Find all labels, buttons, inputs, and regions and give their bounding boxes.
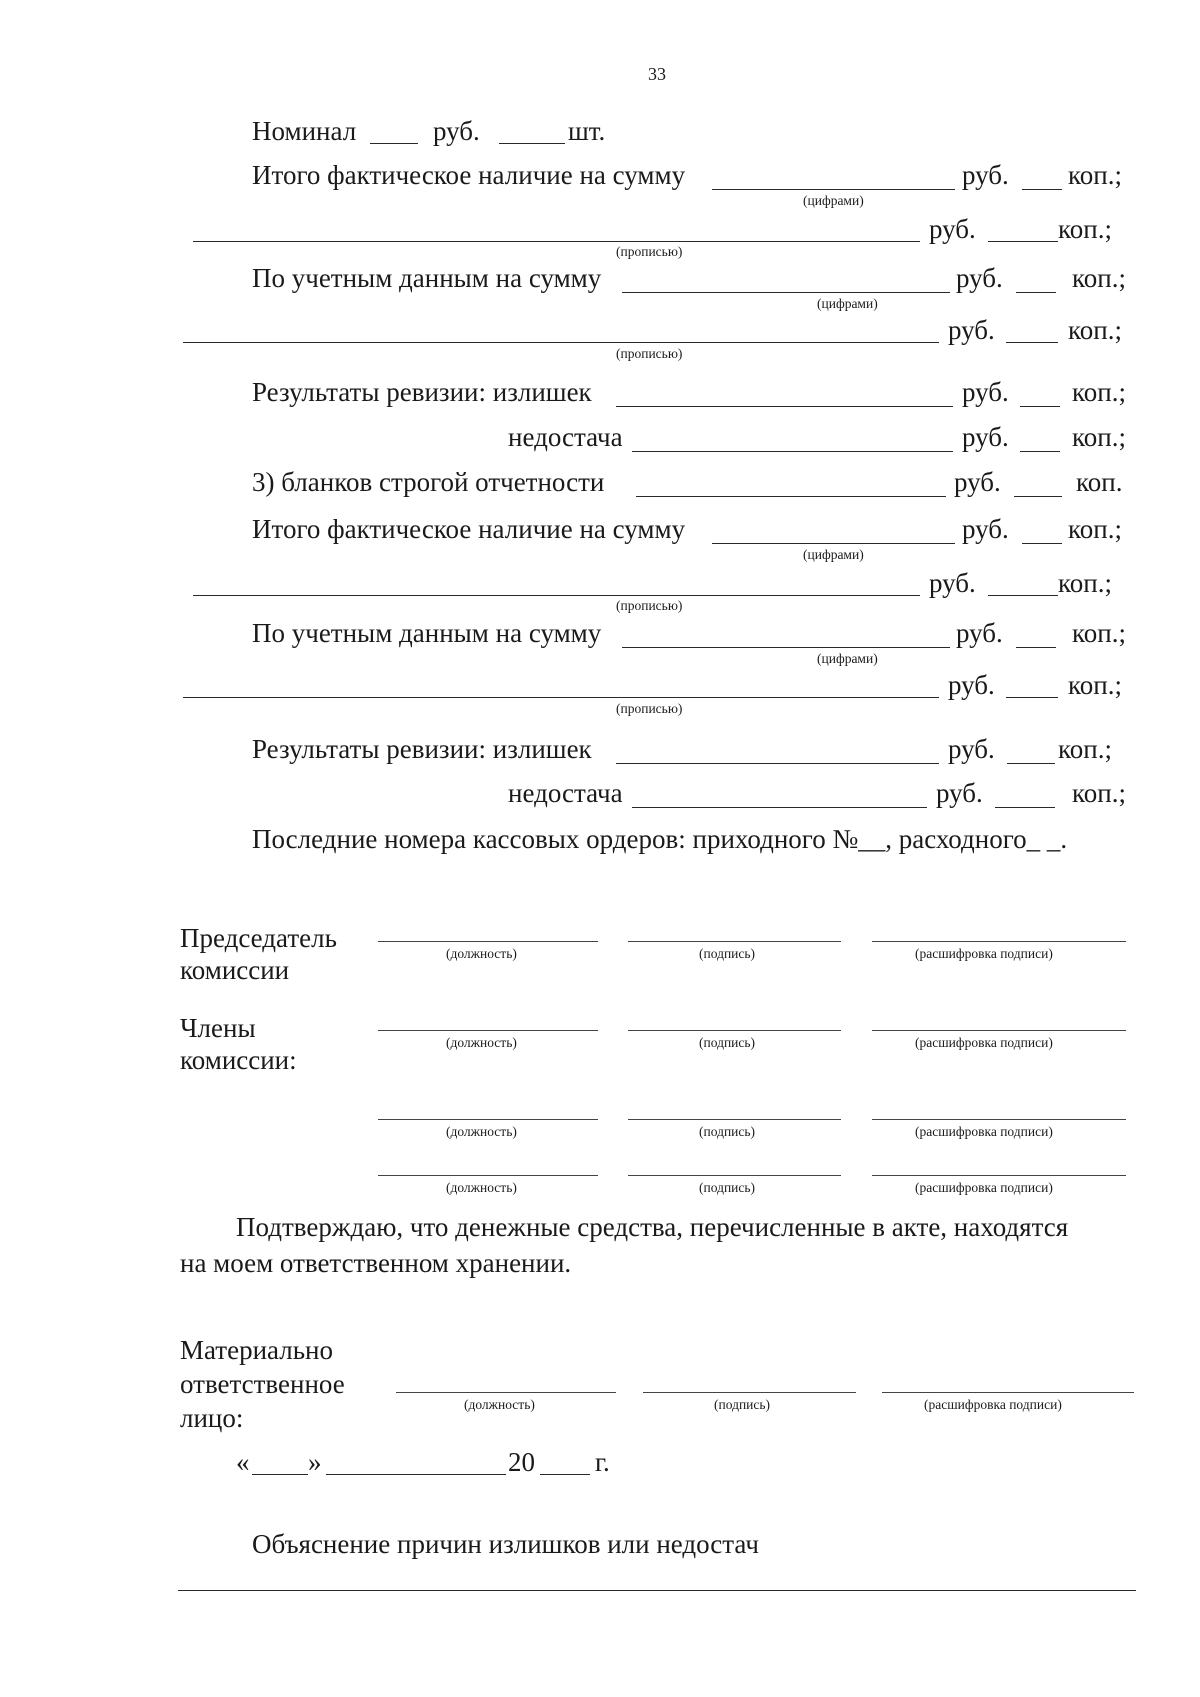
kop-label: коп.; <box>1068 315 1122 345</box>
itogo-words-kop-field[interactable] <box>988 241 1058 242</box>
rub-label: руб. <box>962 514 1009 544</box>
member-position-field[interactable] <box>378 1175 598 1176</box>
tsiframi-caption: (цифрами) <box>817 296 878 311</box>
responsible-position-field[interactable] <box>396 1392 616 1393</box>
propisyu-caption: (прописью) <box>616 598 683 613</box>
blankov-kop-field[interactable] <box>1014 496 1062 497</box>
kop-label: коп.; <box>1068 160 1122 190</box>
dolzhnost-caption: (должность) <box>446 946 517 961</box>
podpis-caption: (подпись) <box>699 1180 756 1195</box>
date-close-quote: » <box>308 1447 322 1477</box>
date-year-prefix: 20 <box>508 1447 535 1477</box>
rasshifrovka-caption: (расшифровка подписи) <box>915 1180 1053 1195</box>
uchet-kop-field[interactable] <box>1016 647 1056 648</box>
blankov-label: 3) бланков строгой отчетности <box>252 467 605 497</box>
kop-label: коп.; <box>1072 778 1126 808</box>
dolzhnost-caption: (должность) <box>446 1035 517 1050</box>
blankov-sum-field[interactable] <box>636 496 946 497</box>
kop-label: коп.; <box>1058 568 1112 598</box>
kop-label: коп.; <box>1068 670 1122 700</box>
nominal-field[interactable] <box>370 143 418 144</box>
chairman-name-field[interactable] <box>872 941 1126 942</box>
responsible-signature-field[interactable] <box>643 1392 856 1393</box>
confirmation-line-1: Подтверждаю, что денежные средства, перечисленные в акте, находятся <box>236 1212 1069 1242</box>
rezultaty-label: Результаты ревизии: излишек <box>252 734 592 764</box>
rasshifrovka-caption: (расшифровка подписи) <box>915 946 1053 961</box>
kop-label: коп.; <box>1072 618 1126 648</box>
date-month-field[interactable] <box>326 1474 506 1475</box>
nominal-label: Номинал <box>252 116 357 146</box>
member-position-field[interactable] <box>378 1030 598 1031</box>
kop-label: коп.; <box>1058 214 1112 244</box>
kop-label: коп.; <box>1072 422 1126 452</box>
rub-label: руб. <box>433 116 480 146</box>
itogo-sum-words-field[interactable] <box>193 241 920 242</box>
rub-label: руб. <box>929 568 976 598</box>
rub-label: руб. <box>956 618 1003 648</box>
podpis-caption: (подпись) <box>714 1397 771 1412</box>
itogo-kop-field[interactable] <box>1022 189 1062 190</box>
rub-label: руб. <box>929 214 976 244</box>
itogo-sum-words-field[interactable] <box>193 595 920 596</box>
nedostacha-kop-field[interactable] <box>995 807 1055 808</box>
nedostacha-field[interactable] <box>632 451 953 452</box>
rub-label: руб. <box>962 422 1009 452</box>
chairman-signature-field[interactable] <box>628 941 841 942</box>
itogo-label: Итого фактическое наличие на сумму <box>252 160 686 190</box>
responsible-name-field[interactable] <box>882 1392 1134 1393</box>
propisyu-caption: (прописью) <box>616 701 683 716</box>
uchet-kop-field[interactable] <box>1016 292 1056 293</box>
uchet-words-kop-field[interactable] <box>1006 342 1058 343</box>
date-year-suffix: г. <box>595 1447 610 1477</box>
date-open-quote: « <box>236 1447 250 1477</box>
itogo-label: Итого фактическое наличие на сумму <box>252 514 686 544</box>
rasshifrovka-caption: (расшифровка подписи) <box>915 1035 1053 1050</box>
uchet-sum-words-field[interactable] <box>183 697 939 698</box>
responsible-line-1: Материально <box>180 1335 333 1365</box>
nedostacha-field[interactable] <box>632 807 927 808</box>
quantity-field[interactable] <box>499 143 565 144</box>
po-uchetnym-label: По учетным данным на сумму <box>252 618 602 648</box>
izlishek-kop-field[interactable] <box>1007 763 1055 764</box>
date-year-field[interactable] <box>540 1474 590 1475</box>
sht-label: шт. <box>568 116 606 146</box>
responsible-line-3: лицо: <box>180 1403 244 1433</box>
rub-label: руб. <box>936 778 983 808</box>
itogo-kop-field[interactable] <box>1022 543 1062 544</box>
member-signature-field[interactable] <box>628 1030 841 1031</box>
tsiframi-caption: (цифрами) <box>803 193 864 208</box>
explanation-field[interactable] <box>178 1590 1136 1591</box>
chairman-label: Председатель комиссии <box>180 923 337 985</box>
rub-label: руб. <box>956 263 1003 293</box>
members-label: Члены комиссии: <box>180 1013 297 1075</box>
uchet-sum-digits-field[interactable] <box>622 292 950 293</box>
po-uchetnym-label: По учетным данным на сумму <box>252 263 602 293</box>
member-name-field[interactable] <box>872 1030 1126 1031</box>
kop-label: коп. <box>1076 467 1123 497</box>
uchet-words-kop-field[interactable] <box>1006 697 1058 698</box>
podpis-caption: (подпись) <box>699 1124 756 1139</box>
rezultaty-label: Результаты ревизии: излишек <box>252 377 592 407</box>
rub-label: руб. <box>948 670 995 700</box>
izlishek-kop-field[interactable] <box>1020 406 1060 407</box>
tsiframi-caption: (цифрами) <box>817 651 878 666</box>
itogo-sum-digits-field[interactable] <box>712 189 955 190</box>
itogo-words-kop-field[interactable] <box>988 595 1058 596</box>
page-number: 33 <box>648 64 666 84</box>
podpis-caption: (подпись) <box>699 1035 756 1050</box>
dolzhnost-caption: (должность) <box>464 1397 535 1412</box>
last-order-numbers: Последние номера кассовых ордеров: приходного №__, расходного_ _. <box>252 824 1068 854</box>
member-position-field[interactable] <box>378 1119 598 1120</box>
izlishek-field[interactable] <box>616 763 939 764</box>
rub-label: руб. <box>962 377 1009 407</box>
nedostacha-label: недостача <box>508 422 623 452</box>
rub-label: руб. <box>948 315 995 345</box>
member-name-field[interactable] <box>872 1175 1126 1176</box>
nedostacha-label: недостача <box>508 778 623 808</box>
chairman-position-field[interactable] <box>378 941 598 942</box>
kop-label: коп.; <box>1058 734 1112 764</box>
rub-label: руб. <box>954 467 1001 497</box>
rub-label: руб. <box>962 160 1009 190</box>
dolzhnost-caption: (должность) <box>446 1124 517 1139</box>
uchet-sum-digits-field[interactable] <box>622 647 950 648</box>
member-name-field[interactable] <box>872 1119 1126 1120</box>
izlishek-field[interactable] <box>616 406 953 407</box>
member-signature-field[interactable] <box>628 1119 841 1120</box>
date-day-field[interactable] <box>252 1474 308 1475</box>
rasshifrovka-caption: (расшифровка подписи) <box>924 1397 1062 1412</box>
kop-label: коп.; <box>1068 514 1122 544</box>
confirmation-line-2: на моем ответственном хранении. <box>180 1248 572 1278</box>
kop-label: коп.; <box>1072 263 1126 293</box>
rub-label: руб. <box>948 734 995 764</box>
explanation-label: Объяснение причин излишков или недостач <box>252 1529 759 1559</box>
rasshifrovka-caption: (расшифровка подписи) <box>915 1124 1053 1139</box>
nedostacha-kop-field[interactable] <box>1020 451 1060 452</box>
uchet-sum-words-field[interactable] <box>183 342 939 343</box>
propisyu-caption: (прописью) <box>616 244 683 259</box>
responsible-line-2: ответственное <box>180 1369 345 1399</box>
propisyu-caption: (прописью) <box>616 346 683 361</box>
tsiframi-caption: (цифрами) <box>803 547 864 562</box>
dolzhnost-caption: (должность) <box>446 1180 517 1195</box>
kop-label: коп.; <box>1072 377 1126 407</box>
itogo-sum-digits-field[interactable] <box>712 543 955 544</box>
member-signature-field[interactable] <box>628 1175 841 1176</box>
podpis-caption: (подпись) <box>699 946 756 961</box>
